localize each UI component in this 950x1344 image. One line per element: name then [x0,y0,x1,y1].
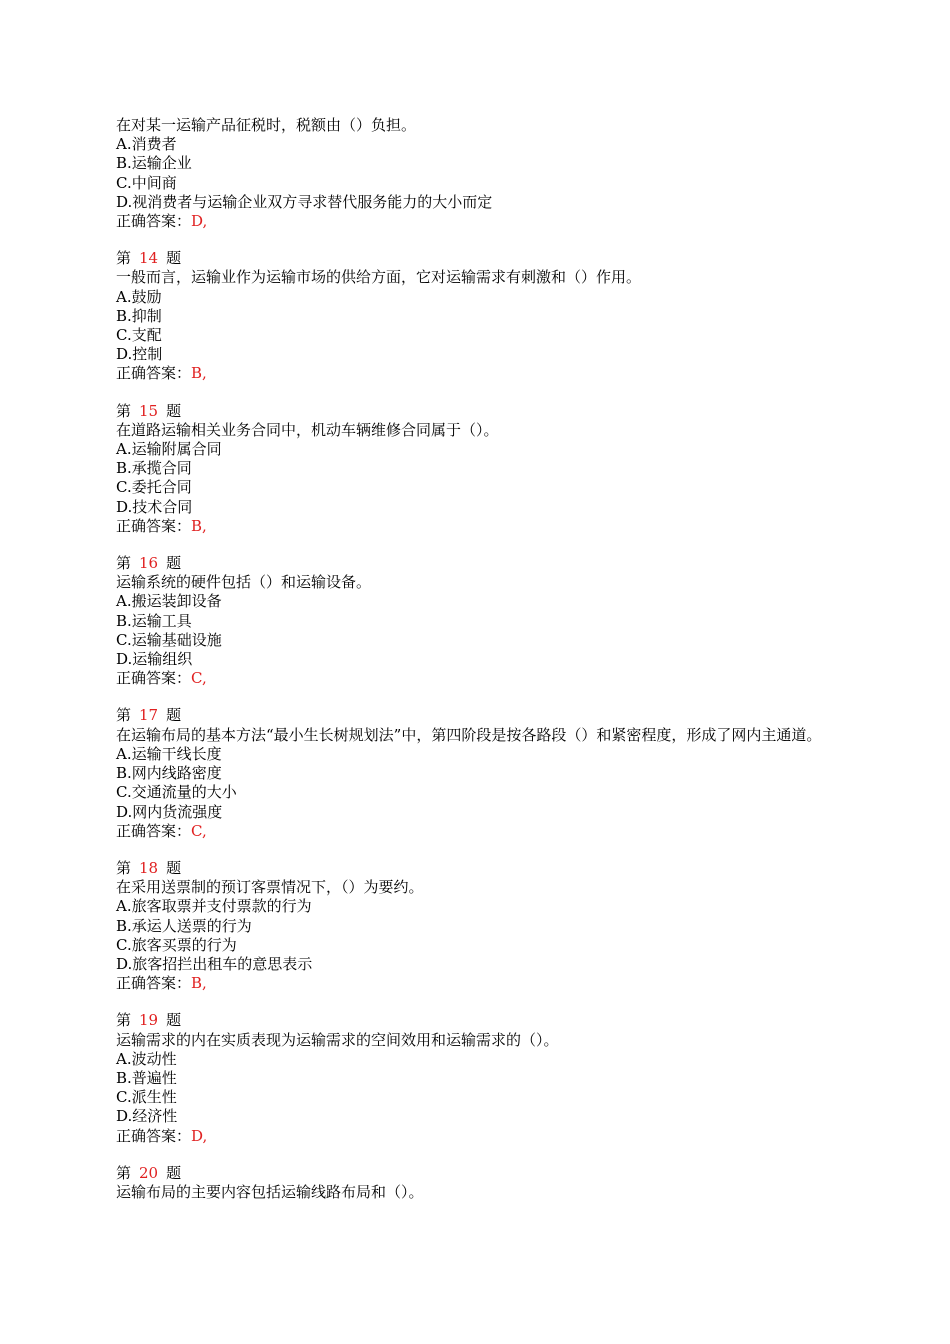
question-text: 运输布局的主要内容包括运输线路布局和（）。 [116,1182,424,1201]
question-text: 运输需求的内在实质表现为运输需求的空间效用和运输需求的（）。 [116,1030,559,1049]
answer-label: 正确答案： [116,516,192,535]
option-d: D.网内货流强度 [116,802,223,821]
answer-label: 正确答案： [116,974,192,993]
question-number: 15 [139,401,159,420]
option-b: B.普遍性 [116,1068,177,1087]
question-heading: 第 17 题 [116,706,182,725]
question-block-15 [116,402,836,536]
option-a: A.消费者 [116,135,177,154]
option-c: C.交通流量的大小 [116,783,237,802]
question-block-16 [116,554,836,688]
question-number: 18 [139,858,159,877]
option-d: D.运输组织 [116,650,193,669]
question-heading: 第 20 题 [116,1163,182,1182]
option-b: B.承揽合同 [116,459,192,478]
answer-line [116,822,836,841]
option-d: D.技术合同 [116,497,193,516]
option-b: B.网内线路密度 [116,764,222,783]
option-c: C.委托合同 [116,478,192,497]
question-block-13 [116,116,836,231]
option-c: C.中间商 [116,173,177,192]
question-block-18 [116,859,836,993]
question-text: 一般而言，运输业作为运输市场的供给方面，它对运输需求有刺激和（）作用。 [116,268,642,287]
answer-label: 正确答案： [116,364,192,383]
answer-value: D, [191,1126,208,1145]
option-a: A.波动性 [116,1049,177,1068]
option-b: B.抑制 [116,306,162,325]
answer-value: B, [191,516,207,535]
question-text: 在对某一运输产品征税时，税额由（）负担。 [116,116,417,134]
option-c: C.派生性 [116,1088,177,1107]
answer-label: 正确答案： [116,669,192,688]
question-number: 19 [139,1011,159,1030]
question-block-19 [116,1011,836,1145]
answer-value: B, [191,364,207,383]
question-heading: 第 18 题 [116,858,182,877]
option-a: A.搬运装卸设备 [116,592,222,611]
answer-label: 正确答案： [116,821,192,840]
question-number: 16 [139,554,159,573]
question-block-14 [116,249,836,383]
option-a: A.运输干线长度 [116,744,222,763]
option-d: D.旅客招拦出租车的意思表示 [116,954,313,973]
option-a: A.鼓励 [116,287,162,306]
answer-value: B, [191,974,207,993]
option-a: A.运输附属合同 [116,440,222,459]
document-body [116,116,836,1202]
option-b: B.运输工具 [116,611,192,630]
option-c: C.支配 [116,326,162,345]
answer-line [116,669,836,688]
answer-line [116,364,836,383]
question-block-20 [116,1164,836,1202]
question-heading: 第 15 题 [116,401,182,420]
option-b: B.运输企业 [116,154,192,173]
option-d: D.视消费者与运输企业双方寻求替代服务能力的大小而定 [116,192,493,211]
answer-label: 正确答案： [116,212,192,231]
question-heading: 第 19 题 [116,1011,182,1030]
answer-line [116,1127,836,1146]
question-text: 在道路运输相关业务合同中，机动车辆维修合同属于（）。 [116,420,499,439]
question-block-17 [116,706,836,840]
question-number: 20 [139,1163,159,1182]
option-d: D.控制 [116,345,163,364]
option-d: D.经济性 [116,1107,178,1126]
answer-line [116,212,836,231]
option-c: C.旅客买票的行为 [116,935,237,954]
answer-line [116,517,836,536]
question-number: 14 [139,249,159,268]
answer-value: C, [191,669,207,688]
question-text: 在运输布局的基本方法“最小生长树规划法”中，第四阶段是按各路段（）和紧密程度，形成了网内主通道。 [116,725,822,744]
answer-value: D, [191,212,208,231]
answer-line [116,974,836,993]
question-text: 运输系统的硬件包括（）和运输设备。 [116,573,372,592]
option-c: C.运输基础设施 [116,630,222,649]
question-text: 在采用送票制的预订客票情况下，（）为要约。 [116,878,424,897]
question-heading: 第 16 题 [116,554,182,573]
answer-label: 正确答案： [116,1126,192,1145]
option-b: B.承运人送票的行为 [116,916,252,935]
answer-value: C, [191,821,207,840]
question-number: 17 [139,706,159,725]
question-heading: 第 14 题 [116,249,182,268]
option-a: A.旅客取票并支付票款的行为 [116,897,312,916]
